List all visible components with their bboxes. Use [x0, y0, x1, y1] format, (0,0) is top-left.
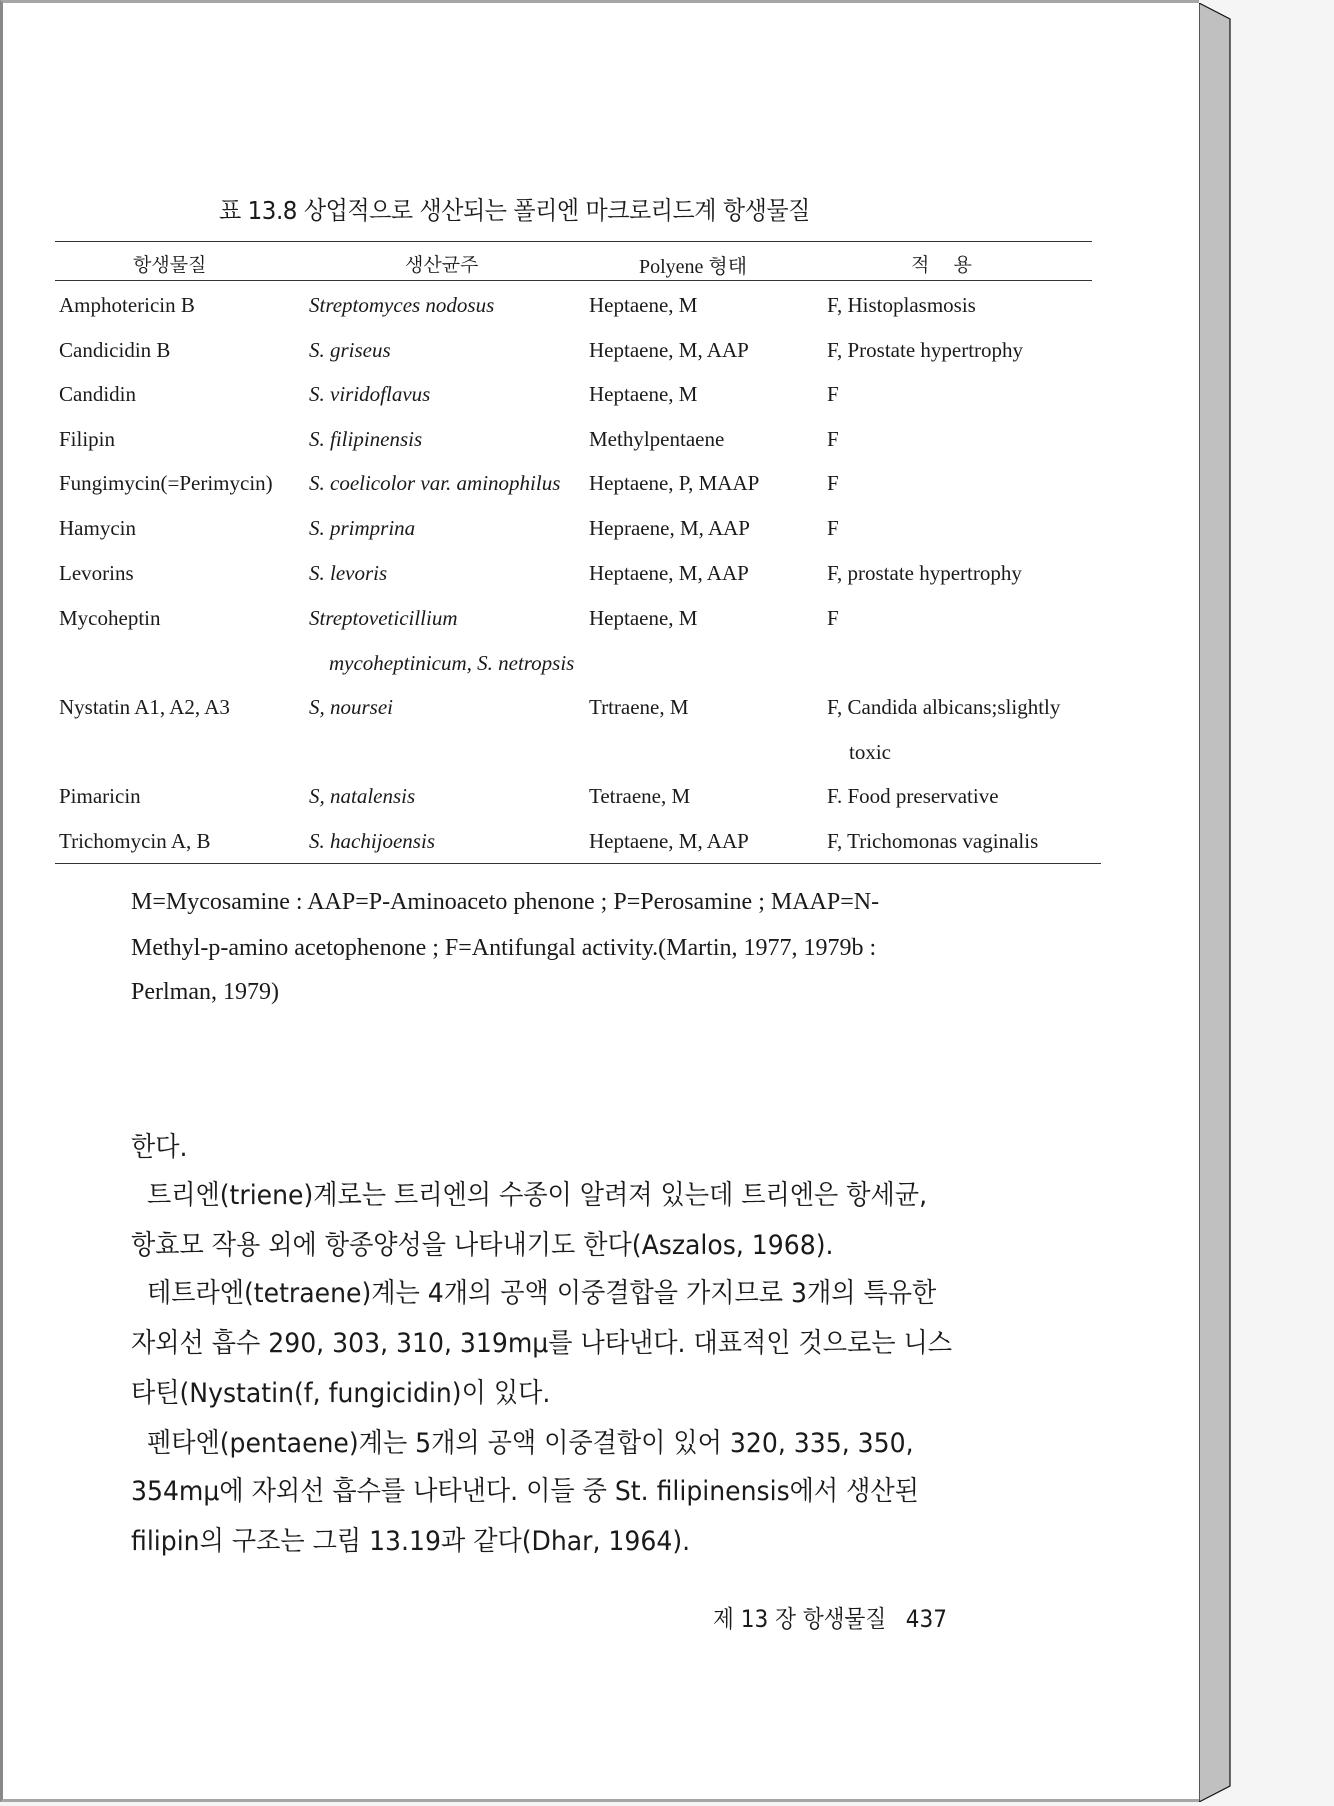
cell-antibiotic: Filipin — [59, 427, 116, 451]
table-bottom-rule — [55, 863, 1101, 864]
cell-polyene: Heptaene, M, AAP — [589, 829, 749, 853]
body-line: 타틴(Nystatin(f, fungicidin)이 있다. — [131, 1378, 551, 1409]
cell-polyene: Heptaene, P, MAAP — [589, 471, 760, 495]
body-line: filipin의 구조는 그림 13.19과 같다(Dhar, 1964). — [131, 1526, 691, 1557]
cell-polyene: Heptaene, M — [589, 606, 698, 630]
body-line: 테트라엔(tetraene)계는 4개의 공액 이중결합을 가지므로 3개의 특유한 — [131, 1278, 937, 1309]
cell-use: F, Prostate hypertrophy — [827, 338, 1024, 362]
cell-use: F — [827, 471, 839, 495]
cell-polyene: Tetraene, M — [589, 784, 691, 808]
table-note-line: M=Mycosamine : AAP=P-Aminoaceto phenone ; P=Perosamine ; MAAP=N- — [131, 889, 880, 915]
cell-antibiotic: Fungimycin(=Perimycin) — [59, 471, 273, 495]
footer-chapter: 제 13 장 항생물질 — [713, 1605, 887, 1633]
body-line: 항효모 작용 외에 항종양성을 나타내기도 한다(Aszalos, 1968). — [131, 1230, 834, 1261]
cell-antibiotic: Amphotericin B — [59, 293, 195, 317]
cell-antibiotic: Candidin — [59, 382, 136, 406]
cell-strain: S. hachijoensis — [309, 829, 435, 853]
cell-use: F, Trichomonas vaginalis — [827, 829, 1039, 853]
cell-strain: S. viridoflavus — [309, 382, 431, 406]
cell-polyene: Heptaene, M — [589, 293, 698, 317]
cell-polyene: Heptaene, M — [589, 382, 698, 406]
cell-use: F — [827, 427, 839, 451]
table-note-line: Methyl-p-amino acetophenone ; F=Antifungal activity.(Martin, 1977, 1979b : — [131, 935, 877, 961]
table-note-line: Perlman, 1979) — [131, 979, 279, 1005]
cell-strain: S, noursei — [309, 695, 393, 719]
cell-use: F — [827, 606, 839, 630]
body-line: 354mμ에 자외선 흡수를 나타낸다. 이들 중 St. filipinensis에서 생산된 — [131, 1476, 919, 1507]
cell-antibiotic: Candicidin B — [59, 338, 171, 362]
header-polyene: Polyene 형태 — [639, 256, 748, 278]
cell-use: F — [827, 516, 839, 540]
cell-strain-continued: mycoheptinicum, S. netropsis — [329, 651, 575, 675]
cell-use: F, Candida albicans;slightly — [827, 695, 1061, 719]
cell-polyene: Heptaene, M, AAP — [589, 338, 749, 362]
body-line: 트리엔(triene)계로는 트리엔의 수종이 알려져 있는데 트리엔은 항세균, — [131, 1180, 928, 1211]
table-top-rule — [55, 241, 1092, 242]
cell-strain: S, natalensis — [309, 784, 416, 808]
body-line: 한다. — [131, 1132, 188, 1163]
cell-polyene: Methylpentaene — [589, 427, 725, 451]
body-line: 펜타엔(pentaene)계는 5개의 공액 이중결합이 있어 320, 335, 350, — [131, 1428, 914, 1459]
header-strain: 생산균주 — [405, 254, 479, 276]
cell-strain: S. levoris — [309, 561, 388, 585]
body-line: 자외선 흡수 290, 303, 310, 319mμ를 나타낸다. 대표적인 것으로는 니스 — [131, 1328, 953, 1359]
cell-use: F, prostate hypertrophy — [827, 561, 1022, 585]
cell-strain: S. coelicolor var. aminophilus — [309, 471, 561, 495]
footer-page-number: 437 — [905, 1605, 947, 1633]
cell-polyene: Hepraene, M, AAP — [589, 516, 750, 540]
cell-strain: Streptomyces nodosus — [309, 293, 495, 317]
page-footer — [713, 1599, 947, 1634]
cell-use: F — [827, 382, 839, 406]
cell-strain: S. filipinensis — [309, 427, 423, 451]
cell-strain: S. primprina — [309, 516, 416, 540]
cell-strain: S. griseus — [309, 338, 391, 362]
cell-antibiotic: Levorins — [59, 561, 134, 585]
header-antibiotic: 항생물질 — [133, 254, 207, 276]
cell-use: F, Histoplasmosis — [827, 293, 976, 317]
cell-antibiotic: Trichomycin A, B — [59, 829, 211, 853]
cell-polyene: Trtraene, M — [589, 695, 689, 719]
cell-strain: Streptoveticillium — [309, 606, 458, 630]
cell-antibiotic: Hamycin — [59, 516, 136, 540]
header-use: 적 용 — [911, 254, 972, 276]
cell-polyene: Heptaene, M, AAP — [589, 561, 749, 585]
table-caption: 표 13.8 상업적으로 생산되는 폴리엔 마크로리드계 항생물질 — [219, 196, 810, 225]
cell-antibiotic: Mycoheptin — [59, 606, 161, 630]
cell-antibiotic: Pimaricin — [59, 784, 141, 808]
table-header-rule — [55, 280, 1092, 281]
cell-antibiotic: Nystatin A1, A2, A3 — [59, 695, 230, 719]
cell-use-continued: toxic — [849, 740, 891, 764]
page-edge — [1199, 3, 1231, 1802]
cell-use: F. Food preservative — [827, 784, 999, 808]
